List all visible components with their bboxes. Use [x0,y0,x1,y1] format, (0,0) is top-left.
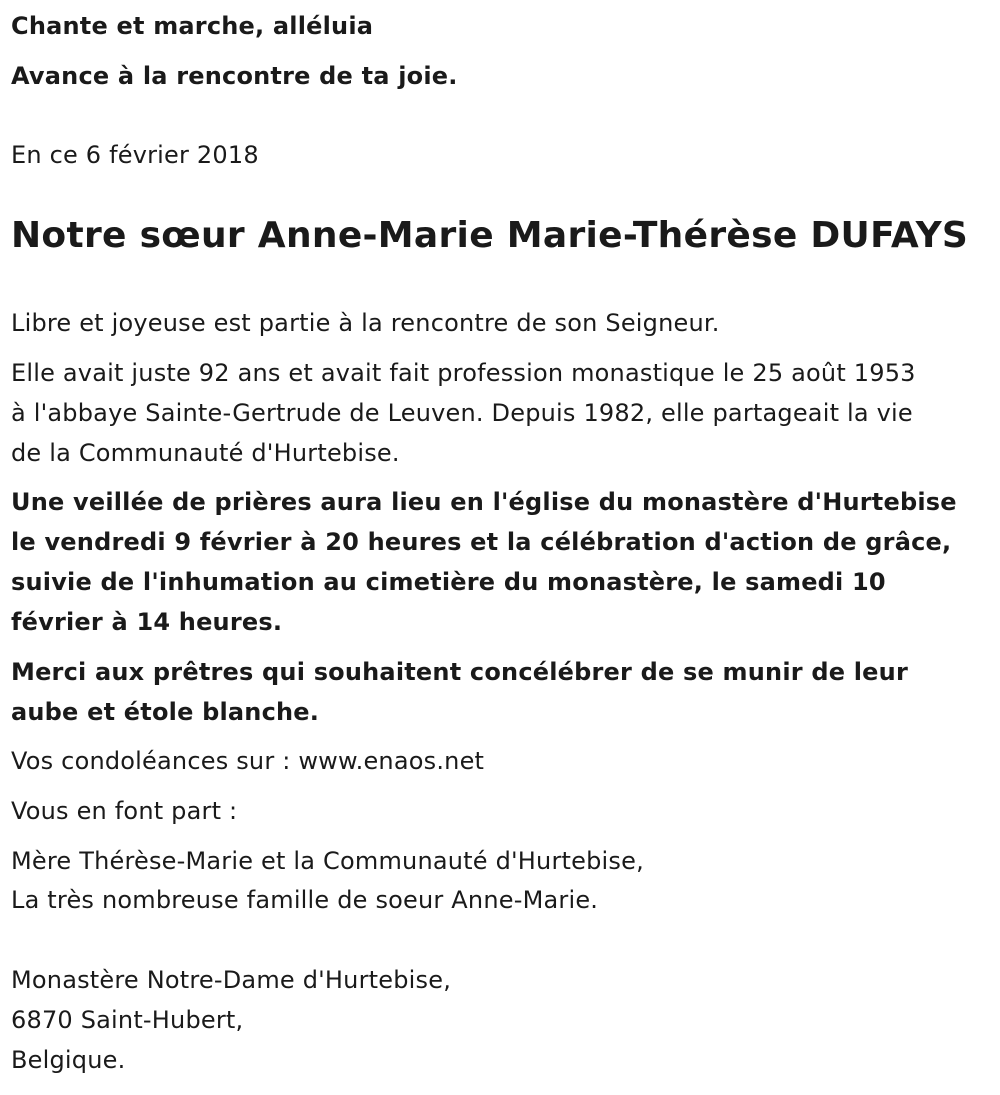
address-line-3: Belgique. [11,1046,126,1074]
announcer-line-2: La très nombreuse famille de soeur Anne-Marie. [11,886,599,914]
vigil-line-1: Une veillée de prières aura lieu en l'église du monastère d'Hurtebise [11,488,957,516]
address-line-2: 6870 Saint-Hubert, [11,1006,244,1034]
hymn-line-1: Chante et marche, alléluia [11,12,374,40]
announcer-line-1: Mère Thérèse-Marie et la Communauté d'Hurtebise, [11,847,644,875]
condolences-text: Vos condoléances sur : www.enaos.net [11,747,485,775]
announcers-intro: Vous en font part : [11,797,238,825]
hymn-line-2: Avance à la rencontre de ta joie. [11,62,458,90]
name-heading: Notre sœur Anne-Marie Marie-Thérèse DUFAYS [11,215,969,256]
vigil-line-3: suivie de l'inhumation au cimetière du monastère, le samedi 10 [11,568,886,596]
vigil-line-4: février à 14 heures. [11,608,283,636]
priests-line-2: aube et étole blanche. [11,698,320,726]
departure-text: Libre et joyeuse est partie à la rencontre de son Seigneur. [11,309,720,337]
profession-line-2: à l'abbaye Sainte-Gertrude de Leuven. Depuis 1982, elle partageait la vie [11,399,913,427]
profession-line-3: de la Communauté d'Hurtebise. [11,439,400,467]
vigil-line-2: le vendredi 9 février à 20 heures et la célébration d'action de grâce, [11,528,952,556]
address-line-1: Monastère Notre-Dame d'Hurtebise, [11,966,452,994]
date-line: En ce 6 février 2018 [11,141,259,169]
priests-line-1: Merci aux prêtres qui souhaitent concélébrer de se munir de leur [11,658,908,686]
profession-line-1: Elle avait juste 92 ans et avait fait profession monastique le 25 août 1953 [11,359,916,387]
